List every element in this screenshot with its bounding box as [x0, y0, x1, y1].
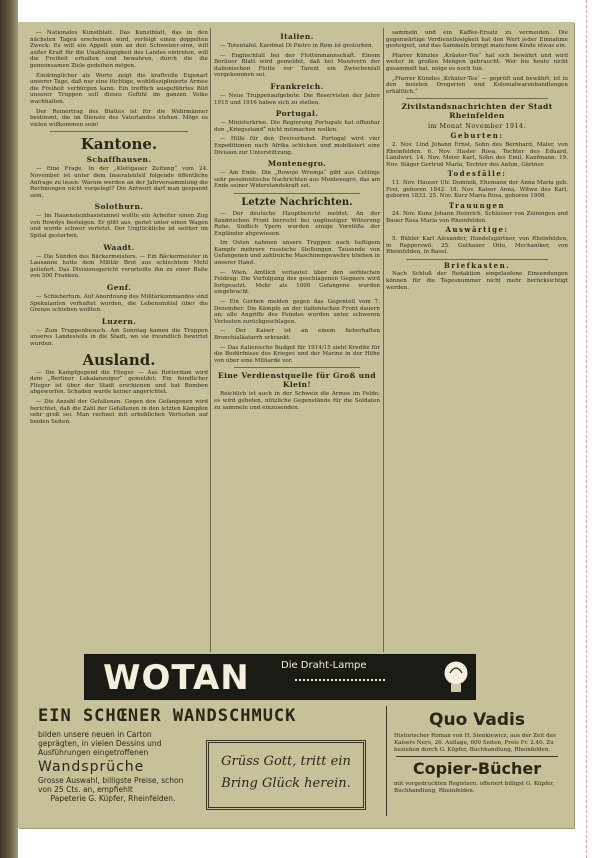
foreign-article: — Die Kampfgegend die Flieger. — Aus Rotterdam wird dem „Berliner Lokalanzeiger“ gemeldet: Ein feindlicher Flieger ist über der Stadt erschienen und hat Bomben abgeworfen. Schaden wurde keiner angerichtet.	[30, 369, 208, 396]
canton-heading: Solothurn.	[94, 202, 144, 212]
section-title-letzte-nachrichten: Letzte Nachrichten.	[241, 196, 353, 208]
greeting-line-2: Bring Glück herein.	[221, 776, 351, 791]
news-paragraph: — Der Kaiser ist an einem fieberhaften Bronchialkatarrh erkrankt.	[214, 328, 380, 341]
column-rule	[210, 28, 211, 652]
canton-heading: Genf.	[106, 283, 132, 293]
civil-registry-title: Zivilstandsnachrichten der Stadt Rheinfelden	[401, 102, 553, 121]
country-heading: Italien.	[280, 32, 314, 41]
foreign-article: — Die Anzahl der Gefallenen. Gegen den Gefangenen wird berichtet, daß die Zahl der Gefallenen in den letzten Kämpfen sehr groß sei. Man rechnet mit erheblichen Verlusten auf beiden Seiten.	[30, 398, 208, 425]
canton-article: — Die Sünden des Bäckermeisters. — Ein Bäckermeister in Lausanne hatte dem Militär Brot aus schlechtem Mehl geliefert. Das Divisionsgericht verurteilte ihn zu einer Buße von 500 Franken.	[30, 253, 208, 280]
wotan-subtitle: Die Draht-Lampe	[281, 660, 367, 671]
ausland-articles	[30, 370, 208, 426]
wall-ad-title: EIN SCHŒNER WANDSCHMUCK	[38, 706, 297, 726]
births-heading: Geburten:	[450, 131, 504, 141]
country-article: — Englischfall bei der Flottenmannschaft. Einem Berliner Blatt wird gemeldet, daß bei Manövern der italienischen Flotte vor Tarent ein Zwischenfall vorgekommen sei.	[214, 52, 380, 79]
newspaper-page	[18, 22, 574, 828]
country-heading: Frankreich.	[270, 81, 324, 91]
appeal-text: Reichlich ist auch in der Schweiz die Armee im Felde; es wird gebeten, nützliche Gegenstände für die Soldaten zu sammeln und einzusenden.	[214, 391, 380, 411]
canton-heading: Luzern.	[101, 316, 137, 326]
column-right-articles	[386, 30, 568, 95]
wall-ad-description: bilden unsere neuen in Carton geprägten, in vielen Dessins und Ausführungen eingetroffenen	[38, 730, 162, 757]
wire-decoration	[295, 679, 385, 681]
canton-article: — Zum Truppenbesuch. Am Sonntag kamen die Truppen unseres Landesteils in die Stadt, wo sie freundlich bewirtet wurden.	[30, 327, 208, 347]
country-article: — Am Ende. Die „Rowoje Wremja“ gibt aus Cettinje sehr pessimistische Nachrichten aus Montenegro, das am Ende seiner Widerstandskraft sei.	[214, 170, 380, 190]
news-paragraph: — Der deutsche Hauptbericht meldet: An der flandrischen Front herrscht bei ungünstiger Witterung Ruhe. Südlich Ypern wurden einige Vorstöße der Engländer abgewiesen.	[214, 210, 380, 237]
separator	[50, 131, 188, 132]
deaths-heading: Todesfälle:	[447, 169, 507, 179]
kantone-articles	[30, 155, 208, 347]
news-articles	[214, 211, 380, 364]
column-rule	[383, 28, 384, 652]
quo-vadis-body: Historischer Roman von H. Sienkiewicz, aus der Zeit des Kaisers Nero, 26. Auflage, 609 Seiten, Preis Fr. 2.40. Zu beziehen durch G. Küpfer, Buchhandlung, Rheinfelden.	[394, 733, 556, 753]
greeting-plaque	[206, 740, 366, 810]
bookshop-advertisement	[392, 706, 562, 798]
column-right	[386, 30, 568, 650]
country-article: — Hilfe für den Dreiverband. Portugal wird vier Expeditionen nach Afrika schicken und mobilisiert eine Division zur Unterstützung.	[214, 136, 380, 156]
news-paragraph: — Wien. Amtlich verlautet über den serbischen Feldzug: Die Verfolgung des geschlagenen Gegners wird fortgesetzt. Mehr als 1000 Gefangene wurden eingebracht.	[214, 269, 380, 296]
weddings-text: 24. Nov. Kunz Johann Heinrich, Schlosser von Zeiningen und Bauer Rosa Maria von Rheinfelden.	[386, 211, 568, 224]
column-middle-top-articles	[214, 32, 380, 190]
wall-decoration-advertisement	[38, 706, 388, 816]
separator	[234, 193, 360, 194]
news-paragraph: — Das italienische Budget für 1914/15 sieht Kredite für die Bedürfnisse des Krieges und der Marine in der Höhe von über eine Milliarde vor.	[214, 344, 380, 364]
abroad-text: 5. Bühler Karl Alexander, Handelsgärtner, von Rheinfelden, in Rapperswil. 25. Guthauer Otto, Mechaniker, von Rheinfelden, in Basel.	[386, 236, 568, 256]
country-article: — Ministerkrise. Die Regierung Portugals hat offenbar den „Kriegsstand“ nicht mitmachen wollen.	[214, 120, 380, 133]
wotan-brand: WOTAN	[103, 658, 250, 698]
article-paragraph: — Nationales Kunstblatt. Das Kunstblatt, das in den nächsten Tagen erscheinen wird, verfolgt einen doppelten Zweck: Es will ein Appell sein an den Schweizer-sinn, will außer Kraft für die Unabhängigkeit des Landes eintreten, will die Freiheit erhalten und bewahren, durch die die gemeinsamen Ziele gedeihen mögen.	[30, 30, 208, 69]
wall-ad-shop: Papeterie G. Küpfer, Rheinfelden.	[50, 794, 176, 803]
wall-ad-body	[38, 730, 188, 803]
canton-heading: Schaffhausen.	[86, 155, 152, 165]
separator	[234, 367, 360, 368]
news-paragraph: — Ein Gerben melden gegen das Gegenteil vom 7. Dezember: Die Kämpfe an der italienischen Front dauern an; alle Angriffe des Feindes wurden unter schweren Verlusten zurückgeschlagen.	[214, 299, 380, 325]
ad-divider	[386, 706, 387, 816]
canton-article: — Eine Frage. In der „Klettgauer Zeitung“ vom 24. November ist unter dem Inseratenteil folgende öffentliche Anfrage zu lesen: Warum werden an der Jahrversammlung die Rechnungen nicht vorgelegt? Die Antwort darf man gespannt sein.	[30, 166, 208, 199]
letterbox-text: Nach Schluß der Redaktion eingelaufene Einsendungen können für die Tagesnummer nicht mehr berücksichtigt werden.	[386, 271, 568, 291]
abroad-heading: Auswärtige:	[445, 225, 509, 235]
separator	[406, 259, 548, 260]
letterbox-heading: Briefkasten.	[443, 260, 511, 270]
news-paragraph: Im Osten nahmen unsere Truppen nach heftigem Kampfe mehrere russische Stellungen. Tausende von Gefangenen und zahlreiche Maschinengewehre blieben in unserer Hand.	[214, 240, 380, 267]
page-margin-rule	[586, 0, 587, 858]
country-heading: Portugal.	[275, 109, 319, 119]
advertisement-area	[28, 650, 566, 820]
appeal-title: Eine Verdienstquelle für Groß und Klein!	[217, 371, 377, 390]
wotan-lamp-advertisement	[84, 654, 476, 700]
civil-registry-subtitle: im Monat November 1914.	[428, 122, 526, 131]
article-paragraph: Pfarrer Künzles „Kräuter-Tee“ hat sich bewährt und wird weiter in großen Mengen gebraucht. Wer bis heute nicht gesammelt hat, möge es noch tun.	[386, 52, 568, 72]
article-paragraph: sammeln und ein Kaffee-Ersatz zu vermeiden. Die gegenwärtige Verdienstlosigkeit hat den Wert jeder Einnahme gesteigert, und das Sammeln bringt manchem Kinde etwas ein.	[386, 30, 568, 50]
separator	[396, 756, 558, 757]
section-title-ausland: Ausland.	[82, 350, 156, 369]
column-middle	[214, 30, 380, 650]
article-paragraph: Der Reinertrag des Blattes ist für die Wehrmänner bestimmt, die im Dienste des Vaterlandes stehen. Möge es vielen willkommen sein!	[30, 108, 208, 128]
canton-article: — Schiebertum. Auf Anordnung des Militärkommandos sind Spekulanten verhaftet worden, die Lebensmittel über die Grenze schieben wollten.	[30, 294, 208, 314]
canton-heading: Waadt.	[103, 242, 135, 252]
deaths-text: 11. Nov. Hauser Ulr. Dominik, Ehemann der Anna Maria geb. Frei, geboren 1842. 18. Nov. Kaiser Anna, Witwe des Karl, geboren 1833. 25. Nov. Kurz Maria Rosa, geboren 1908.	[386, 179, 568, 200]
weddings-heading: Trauungen	[448, 200, 506, 210]
section-title-kantone: Kantone.	[80, 135, 158, 154]
separator	[406, 98, 548, 99]
copier-books-body: mit vorgedruckten Registern, offeriert billigst G. Küpfer, Buchhandlung, Rheinfelden.	[394, 781, 555, 795]
wall-ad-price: Grosse Auswahl, billigste Preise, schon von 25 Cts. an, empfiehlt	[38, 776, 184, 794]
wall-ad-product: Wandsprüche	[38, 759, 145, 775]
greeting-line-1: Grüss Gott, tritt ein	[221, 754, 351, 769]
article-paragraph: „Pfarrer Künzles ‚Kräuter-Tee‘ — geprüft und bewährt, ist in den meisten Drogerien und Kolonialwarenhandlungen erhältlich.“	[386, 75, 568, 95]
column-left-top-articles	[30, 30, 208, 128]
country-heading: Montenegro.	[267, 159, 327, 169]
article-paragraph: Eindringlicher als Worte zeigt die kraftvolle Eigenart unserer Tage, daß nur eine tüchtige, wohldisziplinierte Armee die Freiheit verbürgen kann. Ein trefflich ausgeführtes Bild unserer Truppen soll dieses Gefühl im ganzen Volke wachhalten.	[30, 72, 208, 105]
canton-article: — Im Hauensteinbasistunnel wollte ein Arbeiter einen Zug von Rowdys besteigen. Er glitt aus, geriet unter einen Wagen und wurde schwer verletzt. Der Unglückliche ist seither im Spital gestorben.	[30, 213, 208, 240]
column-left	[30, 30, 208, 650]
country-article: — Neue Truppenaufgebote. Die Reservisten der Jahre 1915 und 1916 haben sich zu stellen.	[214, 92, 380, 106]
quo-vadis-title: Quo Vadis	[429, 710, 525, 730]
births-text: 2. Nov. Lind Johann Ernst, Sohn des Bernhard, Maler, von Rheinfelden. 6. Nov. Hasler Rosa, Tochter des Eduard, Landwirt. 14. Nov. Meier Karl, Sohn des Emil, Kaufmann. 19. Nov. Stäger Gertrud Maria, Tochter des Anton, Gärtner.	[386, 141, 568, 168]
book-binding-edge	[0, 0, 18, 858]
light-bulb-icon	[441, 659, 471, 695]
copier-books-title: Copier-Bücher	[412, 759, 542, 779]
country-article: — Totentafel. Kardinal Di Pietro in Rom ist gestorben.	[220, 43, 374, 49]
